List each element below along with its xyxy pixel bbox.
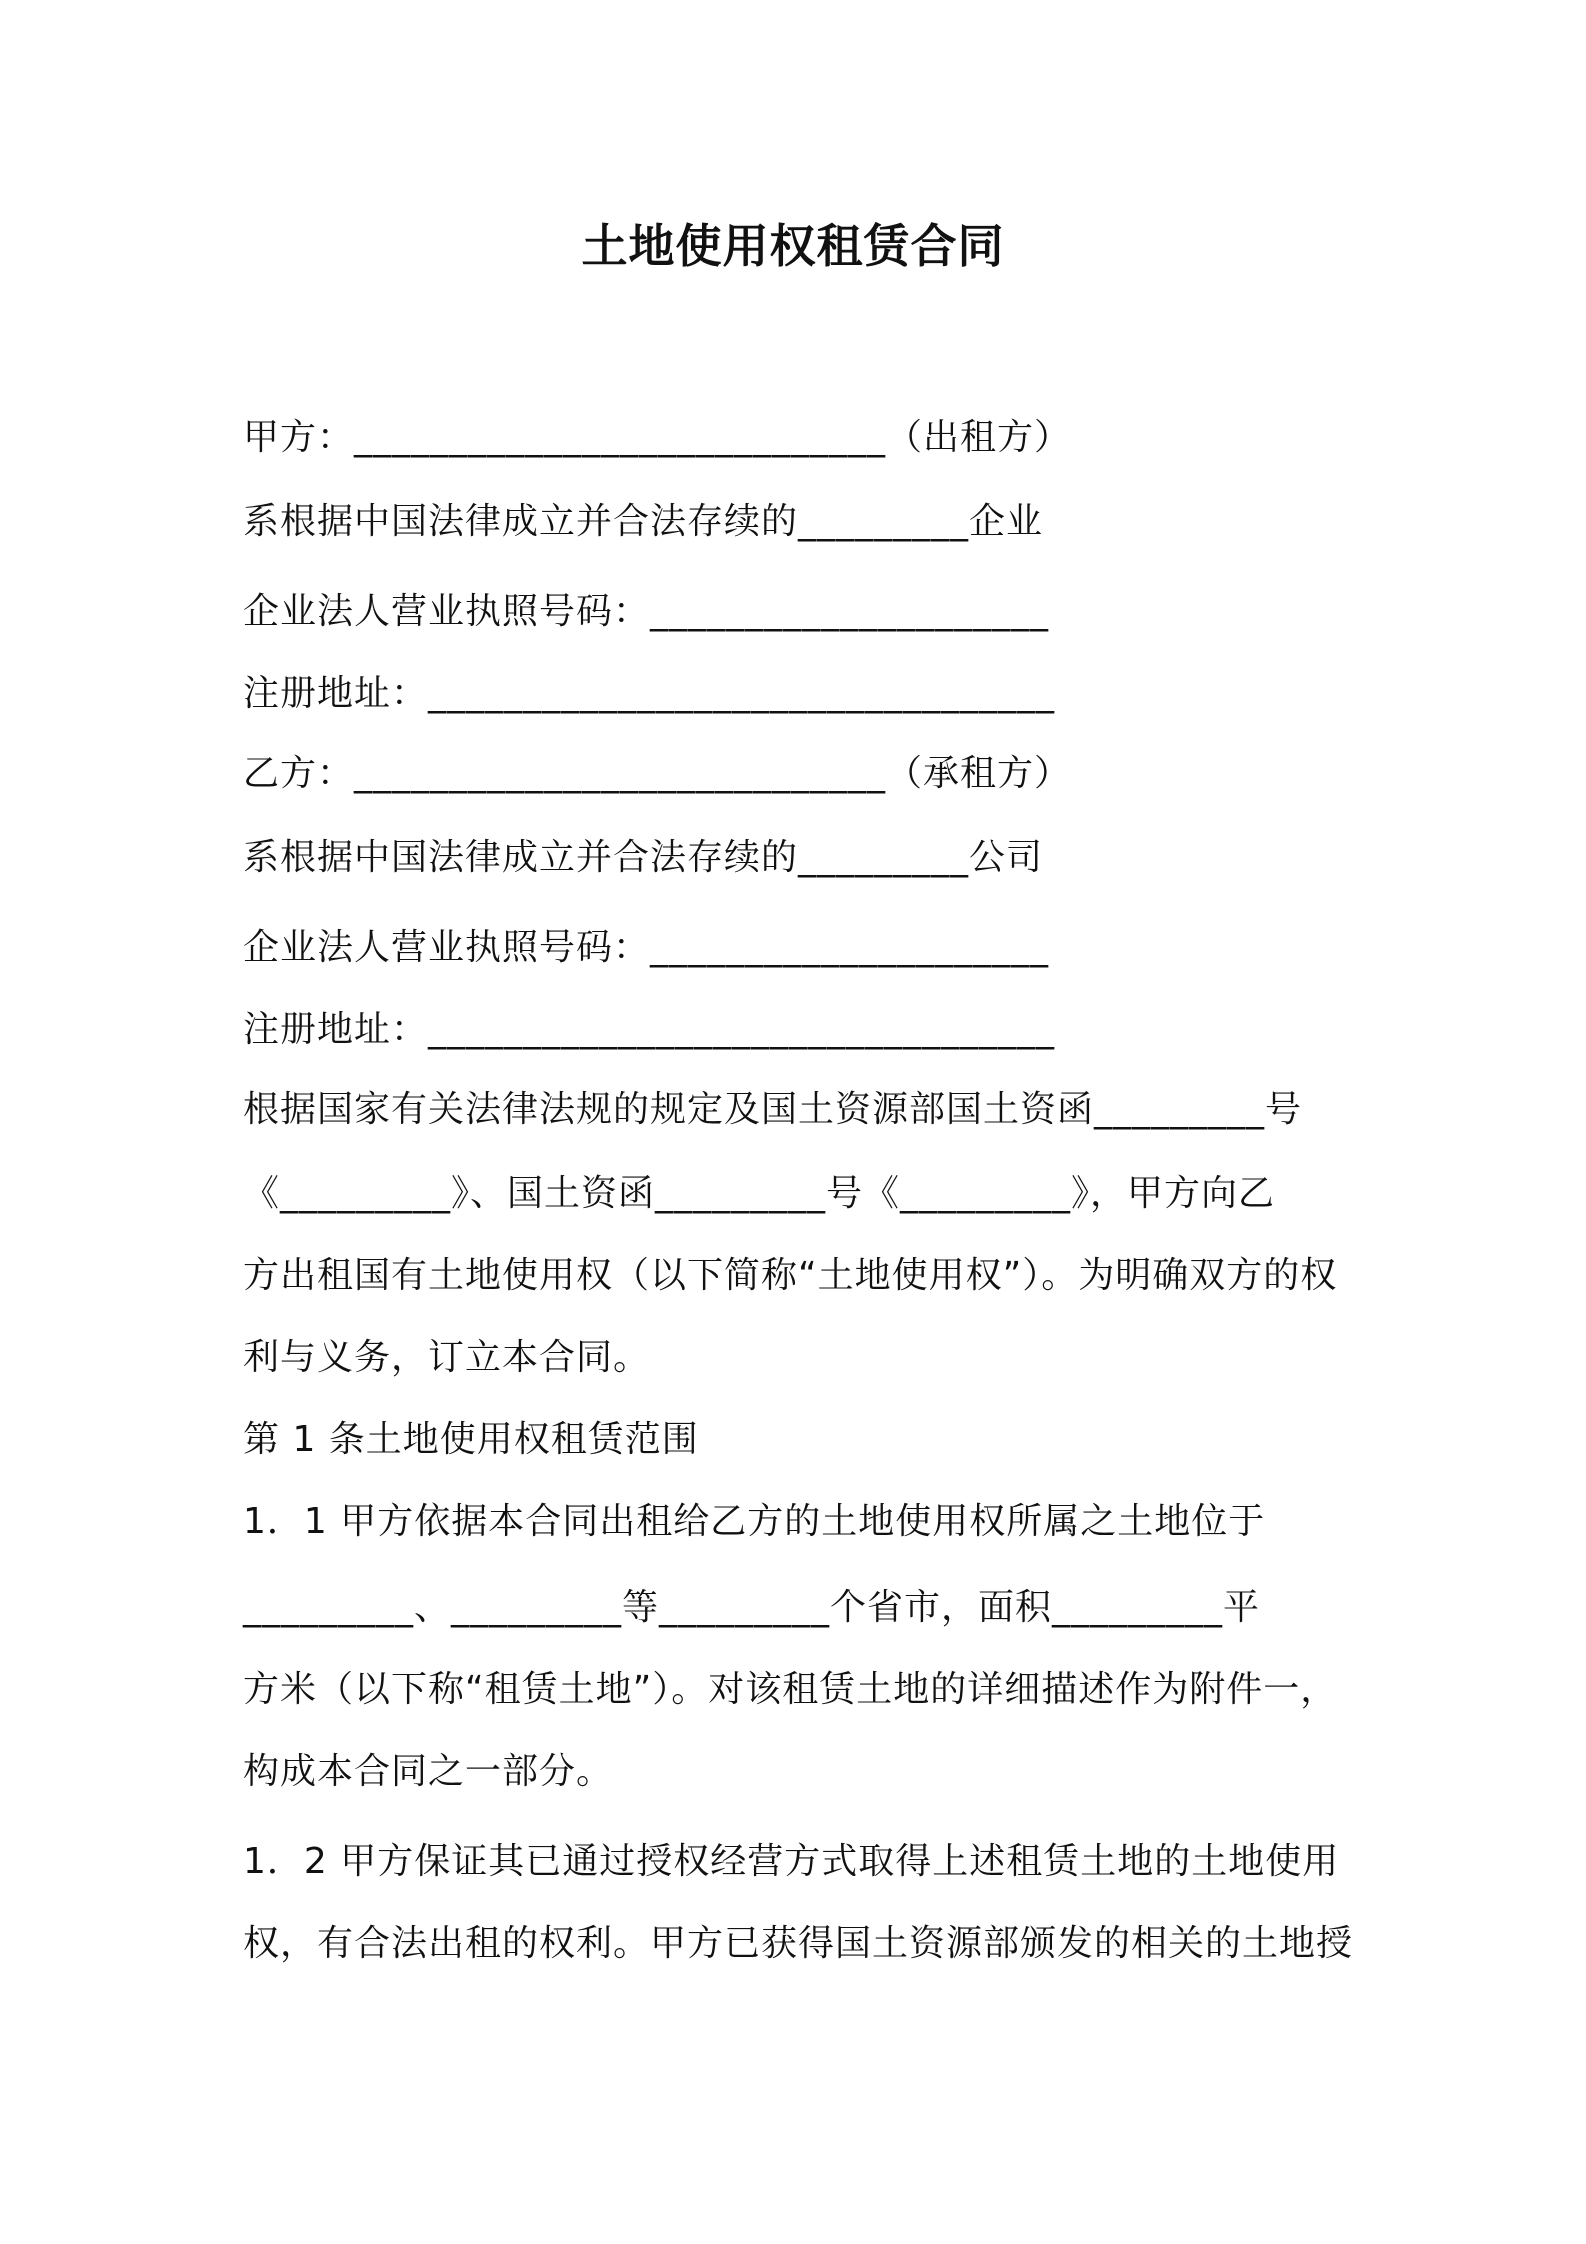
- clause-1-1-line-4: 构成本合同之一部分。: [243, 1751, 614, 1792]
- party-b-license-line: 企业法人营业执照号码：_____________________: [243, 927, 1050, 968]
- clause-1-1-line-3: 方米（以下称“租赁土地”）。对该租赁土地的详细描述作为附件一，: [243, 1669, 1338, 1710]
- document-title: 土地使用权租赁合同: [581, 219, 1005, 273]
- article-1-heading: 第 1 条土地使用权租赁范围: [243, 1419, 699, 1460]
- clause-1-1-line-2: _________、_________等_________个省市，面积_________平: [243, 1587, 1261, 1628]
- party-b-line: 乙方：____________________________（承租方）: [243, 753, 1072, 794]
- party-a-line: 甲方：____________________________（出租方）: [243, 417, 1072, 458]
- preamble-line-2: 《_________》、国土资函_________号《_________》，甲方向乙: [243, 1173, 1276, 1214]
- clause-1-2-line-2: 权，有合法出租的权利。甲方已获得国土资源部颁发的相关的土地授: [243, 1923, 1354, 1964]
- party-b-address-line: 注册地址：_________________________________: [243, 1009, 1056, 1050]
- clause-1-2-line-1: 1．2 甲方保证其已通过授权经营方式取得上述租赁土地的土地使用: [243, 1841, 1340, 1882]
- party-a-license-line: 企业法人营业执照号码：_____________________: [243, 591, 1050, 632]
- party-a-entity-line: 系根据中国法律成立并合法存续的_________企业: [243, 501, 1044, 542]
- party-a-address-line: 注册地址：_________________________________: [243, 673, 1056, 714]
- preamble-line-1: 根据国家有关法律法规的规定及国土资源部国土资函_________号: [243, 1089, 1303, 1130]
- clause-1-1-line-1: 1．1 甲方依据本合同出租给乙方的土地使用权所属之土地位于: [243, 1501, 1266, 1542]
- party-b-entity-line: 系根据中国法律成立并合法存续的_________公司: [243, 837, 1044, 878]
- preamble-line-4: 利与义务，订立本合同。: [243, 1337, 651, 1378]
- preamble-line-3: 方出租国有土地使用权（以下简称“土地使用权”）。为明确双方的权: [243, 1255, 1338, 1296]
